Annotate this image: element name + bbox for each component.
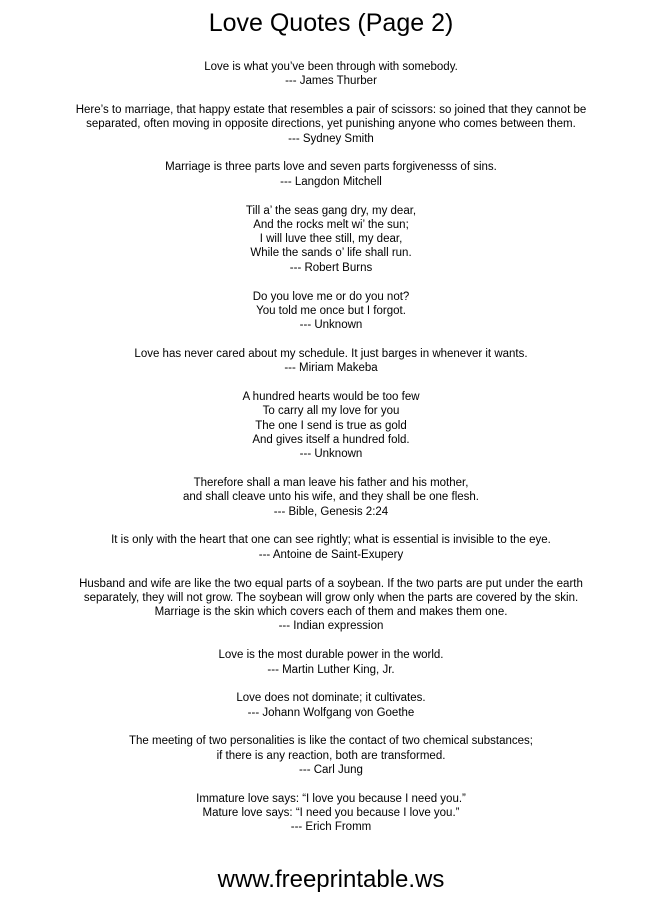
quote-block bbox=[48, 390, 614, 461]
quote-attribution: --- Langdon Mitchell bbox=[280, 175, 382, 188]
footer-url: www.freeprintable.ws bbox=[217, 866, 445, 893]
quote-attribution: --- Robert Burns bbox=[289, 261, 373, 274]
quote-block bbox=[48, 577, 614, 634]
quote-attribution: --- Erich Fromm bbox=[290, 821, 372, 834]
quote-line: Till a’ the seas gang dry, my dear, bbox=[245, 204, 417, 217]
quote-attribution: --- Indian expression bbox=[278, 620, 384, 633]
quote-block bbox=[48, 290, 614, 333]
quote-line: Love is what you’ve been through with somebody. bbox=[204, 61, 458, 73]
quote-block bbox=[48, 103, 614, 146]
quote-line: separated, often moving in opposite directions, yet punishing anyone who comes between them. bbox=[86, 118, 576, 131]
quote-line: Here’s to marriage, that happy estate that resembles a pair of scissors: so joined that they cannot be bbox=[75, 104, 587, 117]
quote-line: Immature love says: “I love you because I need you.” bbox=[196, 792, 466, 805]
quotes-list bbox=[48, 60, 614, 835]
quote-line: I will luve thee still, my dear, bbox=[259, 233, 403, 246]
quote-line: You told me once but I forgot. bbox=[256, 304, 406, 317]
quote-line: Therefore shall a man leave his father and his mother, bbox=[193, 477, 469, 490]
quote-line: Husband and wife are like the two equal parts of a soybean. If the two parts are put under the earth bbox=[79, 577, 583, 590]
quote-line: The one I send is true as gold bbox=[255, 419, 407, 432]
quote-line: Mature love says: “I need you because I love you.” bbox=[202, 807, 460, 820]
quote-line: And gives itself a hundred fold. bbox=[252, 433, 410, 446]
quote-line: Do you love me or do you not? bbox=[252, 290, 410, 303]
quote-attribution: --- Johann Wolfgang von Goethe bbox=[247, 706, 415, 719]
quote-attribution: --- Carl Jung bbox=[299, 763, 363, 776]
quote-line: To carry all my love for you bbox=[262, 405, 400, 418]
quote-attribution: --- Miriam Makeba bbox=[284, 362, 378, 375]
quote-line: A hundred hearts would be too few bbox=[242, 391, 420, 404]
quote-block bbox=[48, 160, 614, 189]
quote-line: separately, they will not grow. The soybean will grow only when the parts are covered by the skin. bbox=[83, 591, 579, 604]
quote-line: and shall cleave unto his wife, and they shall be one flesh. bbox=[183, 491, 479, 504]
quote-block bbox=[48, 533, 614, 562]
quote-line: Love has never cared about my schedule. It just barges in whenever it wants. bbox=[134, 347, 528, 360]
quote-line: if there is any reaction, both are transformed. bbox=[216, 749, 446, 762]
quote-attribution: --- Sydney Smith bbox=[288, 132, 374, 145]
quote-line: It is only with the heart that one can see rightly; what is essential is invisible to the eye. bbox=[111, 534, 551, 547]
quote-attribution: --- Unknown bbox=[299, 448, 363, 461]
quote-line: And the rocks melt wi’ the sun; bbox=[253, 218, 409, 231]
quote-block bbox=[48, 60, 614, 89]
quote-line: Marriage is three parts love and seven parts forgivenesss of sins. bbox=[165, 161, 497, 174]
quote-block bbox=[48, 204, 614, 275]
quote-line: While the sands o’ life shall run. bbox=[250, 247, 412, 260]
quote-block bbox=[48, 691, 614, 720]
quote-line: The meeting of two personalities is like the contact of two chemical substances; bbox=[129, 735, 533, 748]
quote-attribution: --- Unknown bbox=[299, 319, 363, 332]
quote-attribution: --- Martin Luther King, Jr. bbox=[267, 663, 395, 676]
quote-line: Marriage is the skin which covers each of them and makes them one. bbox=[154, 606, 508, 619]
quote-attribution: --- Bible, Genesis 2:24 bbox=[273, 505, 389, 518]
quote-attribution: --- Antoine de Saint-Exupery bbox=[258, 548, 404, 561]
quote-line: Love does not dominate; it cultivates. bbox=[236, 692, 426, 705]
quote-block bbox=[48, 734, 614, 777]
quote-block bbox=[48, 476, 614, 519]
quote-attribution: --- James Thurber bbox=[285, 75, 377, 88]
quote-block bbox=[48, 648, 614, 677]
quote-block bbox=[48, 347, 614, 376]
quote-line: Love is the most durable power in the world. bbox=[218, 649, 444, 662]
quote-block bbox=[48, 792, 614, 835]
page-title: Love Quotes (Page 2) bbox=[208, 9, 454, 37]
